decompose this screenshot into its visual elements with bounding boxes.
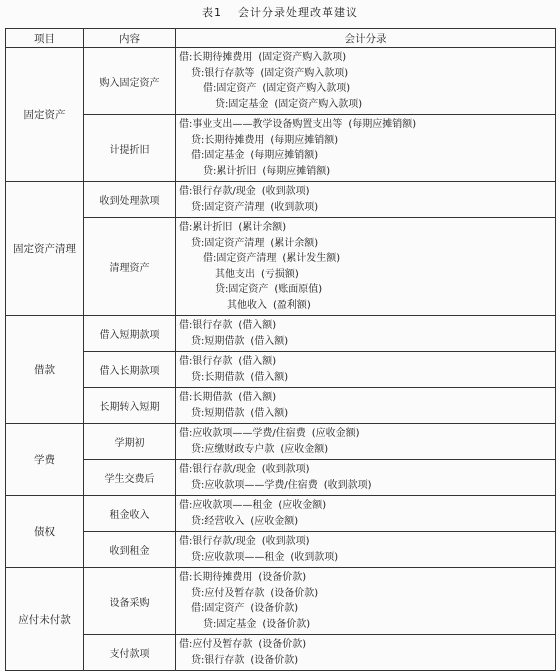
table-row: [6, 424, 556, 460]
entry-account: 借:应收款项——学费/住宿费: [179, 428, 306, 439]
entry-amount-note: (设备价款): [262, 618, 311, 630]
entry-cell: [176, 115, 556, 182]
entry-line: [179, 370, 555, 386]
entry-account: 借:固定资产清理: [203, 253, 277, 264]
entry-account: 贷:累计折旧: [203, 165, 257, 177]
entry-amount-note: (设备价款): [258, 639, 307, 650]
entry-line: [179, 267, 555, 283]
entry-line: [179, 390, 555, 406]
table-row: [6, 218, 556, 316]
table-row: [6, 352, 556, 388]
content-cell: 支付款项: [84, 635, 176, 671]
entry-cell: [176, 460, 556, 496]
entry-cell: [176, 352, 556, 388]
entry-amount-note: (每期应摊销额): [262, 165, 331, 177]
entry-amount-note: (借入额): [238, 356, 277, 367]
entry-amount-note: (固定资产购入款项): [274, 98, 363, 110]
entry-account: 贷:固定资产清理: [191, 201, 265, 213]
category-cell: 债权: [6, 496, 84, 568]
header-row: [6, 29, 556, 48]
entry-line: [179, 148, 555, 164]
entry-account: 贷:银行存款: [191, 654, 245, 666]
entry-line: [179, 133, 555, 149]
entry-account: 借:长期借款: [179, 392, 233, 403]
entry-account: 借:银行存款: [179, 356, 233, 367]
entry-amount-note: (累计余额): [238, 222, 287, 233]
entry-account: 贷:固定基金: [203, 618, 257, 630]
entry-amount-note: (应收金额): [280, 443, 329, 455]
entry-line: [179, 617, 555, 633]
entry-line: [179, 406, 555, 422]
entry-amount-note: (收到款项): [323, 479, 372, 491]
entry-amount-note: (应收金额): [311, 428, 360, 439]
entry-cell: [176, 496, 556, 532]
table-row: [6, 48, 556, 115]
entry-amount-note: (设备价款): [250, 654, 299, 666]
entry-line: [179, 236, 555, 252]
entry-line: [179, 220, 555, 236]
entry-amount-note: (固定资产购入款项): [258, 52, 347, 63]
entry-amount-note: (每期应摊销额): [250, 150, 319, 161]
entry-line: [179, 117, 555, 133]
entry-account: 贷:短期借款: [191, 407, 245, 419]
entry-account: 借:固定资产: [191, 603, 245, 614]
entry-account: 贷:银行存款等: [191, 67, 255, 79]
entry-account: 贷:固定基金: [215, 98, 269, 110]
entry-account: 借:固定基金: [191, 150, 245, 161]
entry-line: [179, 586, 555, 602]
entry-line: [179, 200, 555, 216]
header-content: 内容: [84, 29, 176, 48]
entry-cell: [176, 182, 556, 218]
entry-line: [179, 184, 555, 200]
entry-amount-note: (借入额): [238, 320, 277, 331]
entry-amount-note: (每期应摊销额): [348, 119, 417, 130]
entry-cell: [176, 532, 556, 568]
table-row: [6, 496, 556, 532]
entry-account: 贷:长期待摊费用: [191, 134, 265, 146]
entry-line: [179, 498, 555, 514]
accounting-entries-table: [5, 28, 556, 671]
entry-account: 借:银行存款/现金: [179, 464, 256, 475]
table-title: 会计分录处理改革建议: [238, 6, 358, 19]
entry-amount-note: (借入额): [250, 371, 289, 383]
entry-line: [179, 66, 555, 82]
entry-cell: [176, 316, 556, 352]
content-cell: 清理资产: [84, 218, 176, 316]
entry-amount-note: (每期应摊销额): [270, 134, 339, 146]
entry-line: [179, 50, 555, 66]
entry-account: 贷:应收款项——租金: [191, 551, 285, 563]
table-row: [6, 316, 556, 352]
header-item: 项目: [6, 29, 84, 48]
entry-amount-note: (借入额): [250, 407, 289, 419]
content-cell: 收到处理款项: [84, 182, 176, 218]
entry-line: [179, 164, 555, 180]
table-row: [6, 532, 556, 568]
entry-line: [179, 550, 555, 566]
entry-amount-note: (累计余额): [270, 237, 319, 249]
content-cell: 学期初: [84, 424, 176, 460]
content-cell: 收到租金: [84, 532, 176, 568]
content-cell: 购入固定资产: [84, 48, 176, 115]
table-row: [6, 388, 556, 424]
category-cell: 固定资产: [6, 48, 84, 182]
entry-amount-note: (账面原值): [274, 284, 323, 295]
entry-amount-note: (亏损额): [261, 268, 299, 280]
entry-amount-note: (设备价款): [270, 587, 319, 599]
entry-line: [179, 653, 555, 669]
table-row: [6, 635, 556, 671]
entry-account: 贷:应缴财政专户款: [191, 443, 275, 455]
entry-line: [179, 570, 555, 586]
entry-line: [179, 426, 555, 442]
entry-account: 借:银行存款/现金: [179, 186, 256, 197]
entry-amount-note: (收到款项): [290, 551, 339, 563]
entry-line: [179, 478, 555, 494]
entry-account: 贷:短期借款: [191, 335, 245, 347]
entry-amount-note: (收到款项): [261, 464, 310, 475]
entry-account: 借:事业支出——教学设备购置支出等: [179, 119, 343, 130]
entry-amount-note: (累计发生额): [282, 253, 341, 264]
table-row: [6, 568, 556, 635]
entry-account: 贷:经营收入: [191, 515, 245, 527]
entry-line: [179, 334, 555, 350]
entry-account: 借:银行存款/现金: [179, 536, 256, 547]
entry-cell: [176, 48, 556, 115]
entry-line: [179, 81, 555, 97]
entry-amount-note: (设备价款): [258, 572, 307, 583]
entry-amount-note: (借入额): [238, 392, 277, 403]
table-row: [6, 182, 556, 218]
entry-line: [179, 97, 555, 113]
content-cell: 设备采购: [84, 568, 176, 635]
entry-account: 借:应收款项——租金: [179, 500, 273, 511]
entry-amount-note: (应收金额): [278, 500, 327, 511]
entry-line: [179, 534, 555, 550]
entry-amount-note: (应收金额): [250, 515, 299, 527]
category-cell: 应付未付款: [6, 568, 84, 671]
entry-line: [179, 298, 555, 314]
entry-account: 其他收入: [227, 299, 267, 311]
entry-account: 借:累计折旧: [179, 222, 233, 233]
entry-amount-note: (借入额): [250, 335, 289, 347]
entry-cell: [176, 568, 556, 635]
category-cell: 学费: [6, 424, 84, 496]
entry-line: [179, 637, 555, 653]
entry-account: 借:长期待摊费用: [179, 52, 253, 63]
entry-amount-note: (设备价款): [250, 603, 299, 614]
table-row: [6, 460, 556, 496]
header-entry: 会计分录: [176, 29, 556, 48]
entry-amount-note: (盈利额): [273, 299, 311, 311]
category-cell: 固定资产清理: [6, 182, 84, 316]
entry-line: [179, 442, 555, 458]
table-body: [6, 48, 556, 671]
entry-amount-note: (收到款项): [261, 536, 310, 547]
entry-cell: [176, 218, 556, 316]
entry-account: 借:长期待摊费用: [179, 572, 253, 583]
table-number: 表1: [202, 6, 222, 19]
entry-line: [179, 601, 555, 617]
entry-cell: [176, 635, 556, 671]
category-cell: 借款: [6, 316, 84, 424]
entry-cell: [176, 424, 556, 460]
entry-line: [179, 514, 555, 530]
table-row: [6, 115, 556, 182]
entry-amount-note: (固定资产购入款项): [262, 83, 351, 94]
entry-account: 其他支出: [215, 268, 255, 280]
entry-account: 贷:应付及暂存款: [191, 587, 265, 599]
entry-amount-note: (固定资产购入款项): [260, 67, 349, 79]
entry-cell: [176, 388, 556, 424]
entry-account: 贷:固定资产: [215, 284, 269, 295]
entry-amount-note: (收到款项): [261, 186, 310, 197]
content-cell: 学生交费后: [84, 460, 176, 496]
entry-account: 贷:固定资产清理: [191, 237, 265, 249]
content-cell: 借入短期款项: [84, 316, 176, 352]
table-caption: [0, 4, 560, 20]
entry-account: 贷:应收款项——学费/住宿费: [191, 479, 318, 491]
entry-account: 贷:长期借款: [191, 371, 245, 383]
entry-account: 借:银行存款: [179, 320, 233, 331]
entry-line: [179, 462, 555, 478]
content-cell: 长期转入短期: [84, 388, 176, 424]
entry-amount-note: (收到款项): [270, 201, 319, 213]
entry-line: [179, 354, 555, 370]
entry-line: [179, 282, 555, 298]
entry-account: 借:固定资产: [203, 83, 257, 94]
entry-line: [179, 318, 555, 334]
content-cell: 计提折旧: [84, 115, 176, 182]
content-cell: 租金收入: [84, 496, 176, 532]
entry-line: [179, 251, 555, 267]
entry-account: 借:应付及暂存款: [179, 639, 253, 650]
content-cell: 借入长期款项: [84, 352, 176, 388]
